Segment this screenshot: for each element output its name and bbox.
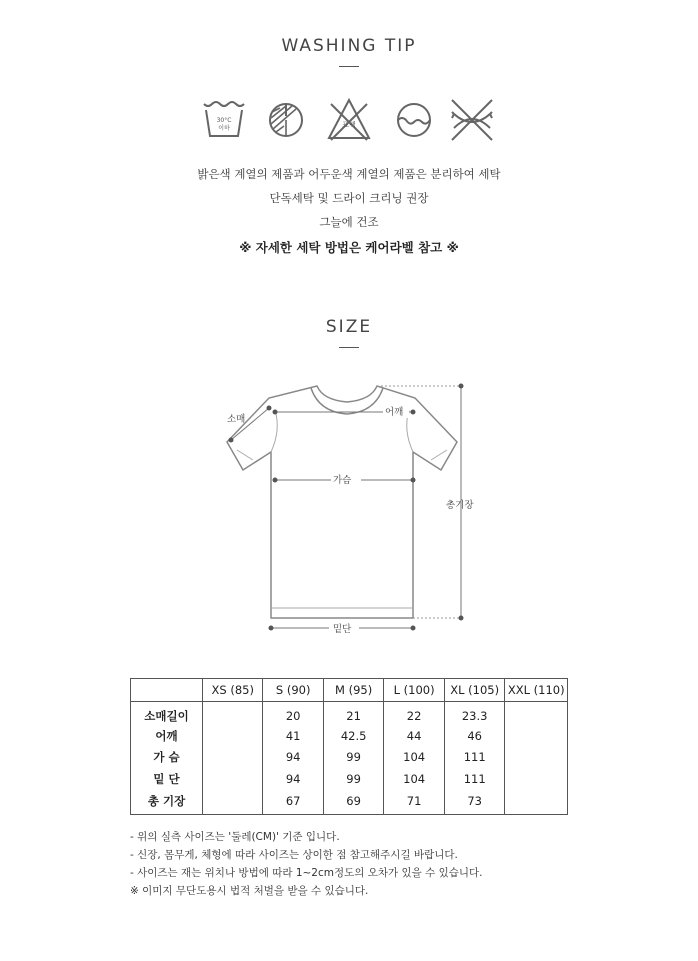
table-cell: 104	[384, 747, 445, 769]
row-label: 밑 단	[131, 768, 203, 790]
ironing-icon	[390, 96, 438, 144]
sleeve-measure-dot-end	[267, 406, 272, 411]
tshirt-outline	[227, 386, 457, 618]
note-line: - 위의 실측 사이즈는 '둘레(CM)' 기준 입니다.	[130, 831, 340, 843]
note-line: - 사이즈는 재는 위치나 방법에 따라 1~2cm정도의 오차가 있을 수 있습니다.	[130, 867, 483, 879]
table-cell: 111	[444, 768, 505, 790]
table-row	[131, 747, 568, 769]
row-label: 가 슴	[131, 747, 203, 769]
bleach-label: 표백	[342, 121, 356, 129]
note-line: ※ 이미지 무단도용시 법적 처벌을 받을 수 있습니다.	[130, 885, 369, 897]
washing-tip-title: WASHING TIP	[281, 36, 417, 56]
table-cell: 111	[444, 747, 505, 769]
size-notes	[130, 828, 650, 900]
table-cell	[203, 790, 263, 815]
size-title: SIZE	[325, 317, 373, 337]
column-header: M (95)	[323, 679, 383, 702]
column-header: XL (105)	[444, 679, 505, 702]
table-row	[131, 768, 568, 790]
table-row	[131, 725, 568, 747]
hem-label: 밑단	[333, 624, 352, 635]
table-cell: 104	[384, 768, 445, 790]
care-line-2: 단독세탁 및 드라이 크리닝 권장	[269, 191, 429, 205]
table-cell: 73	[444, 790, 505, 815]
table-cell: 94	[263, 747, 323, 769]
table-cell: 46	[444, 725, 505, 747]
length-measure-dot-start	[459, 384, 464, 389]
care-line-1: 밝은색 계열의 제품과 어두운색 계열의 제품은 분리하여 세탁	[197, 167, 501, 181]
table-cell: 21	[323, 702, 383, 726]
column-header: XS (85)	[203, 679, 263, 702]
tshirt-measurement-diagram	[215, 370, 485, 645]
table-cell: 44	[384, 725, 445, 747]
no-tumble-dry-icon	[448, 96, 496, 144]
column-header: XXL (110)	[505, 679, 568, 702]
total-length-label: 총기장	[446, 500, 474, 511]
size-title-underline	[339, 347, 359, 348]
table-cell	[505, 702, 568, 726]
shoulder-label: 어깨	[385, 407, 404, 418]
table-cell	[203, 768, 263, 790]
hem-measure-dot-start	[269, 626, 274, 631]
shoulder-measure-dot-end	[411, 410, 416, 415]
chest-measure-dot-start	[273, 478, 278, 483]
table-cell	[203, 725, 263, 747]
table-cell: 20	[263, 702, 323, 726]
hem-measure-dot-end	[411, 626, 416, 631]
chest-label: 가슴	[333, 475, 352, 486]
care-icons	[0, 96, 698, 144]
note-line: - 신장, 몸무게, 체형에 따라 사이즈는 상이한 점 참고해주시길 바랍니다.	[130, 849, 458, 861]
table-cell	[505, 790, 568, 815]
table-row	[131, 790, 568, 815]
dry-in-shade-icon	[262, 96, 310, 144]
table-cell	[505, 768, 568, 790]
size-table-header	[131, 679, 568, 702]
size-table	[130, 678, 568, 815]
column-header: S (90)	[263, 679, 323, 702]
sleeve-label: 소매	[227, 414, 246, 425]
row-label: 총 기장	[131, 790, 203, 815]
table-cell: 71	[384, 790, 445, 815]
care-line-3: 그늘에 건조	[319, 215, 379, 229]
size-table-corner	[131, 679, 203, 702]
row-label: 어깨	[131, 725, 203, 747]
table-cell: 42.5	[323, 725, 383, 747]
table-row	[131, 702, 568, 726]
table-cell: 67	[263, 790, 323, 815]
table-cell: 94	[263, 768, 323, 790]
shoulder-measure-dot-start	[273, 410, 278, 415]
table-cell	[203, 747, 263, 769]
row-label: 소매길이	[131, 702, 203, 726]
sleeve-measure-dot-start	[229, 438, 234, 443]
length-measure-dot-end	[459, 616, 464, 621]
table-cell	[505, 747, 568, 769]
table-cell	[505, 725, 568, 747]
wash-below-label: 이하	[218, 125, 230, 132]
table-cell: 69	[323, 790, 383, 815]
care-label-note: ※ 자세한 세탁 방법은 케어라벨 참고 ※	[239, 240, 459, 255]
table-cell: 23.3	[444, 702, 505, 726]
washing-title-underline	[339, 66, 359, 67]
table-cell	[203, 702, 263, 726]
no-bleach-icon	[325, 96, 373, 144]
table-cell: 41	[263, 725, 323, 747]
table-cell: 99	[323, 747, 383, 769]
hand-wash-30c-icon	[200, 96, 248, 144]
table-cell: 22	[384, 702, 445, 726]
column-header: L (100)	[384, 679, 445, 702]
chest-measure-dot-end	[411, 478, 416, 483]
wash-temp-label: 30°C	[216, 117, 232, 124]
table-cell: 99	[323, 768, 383, 790]
